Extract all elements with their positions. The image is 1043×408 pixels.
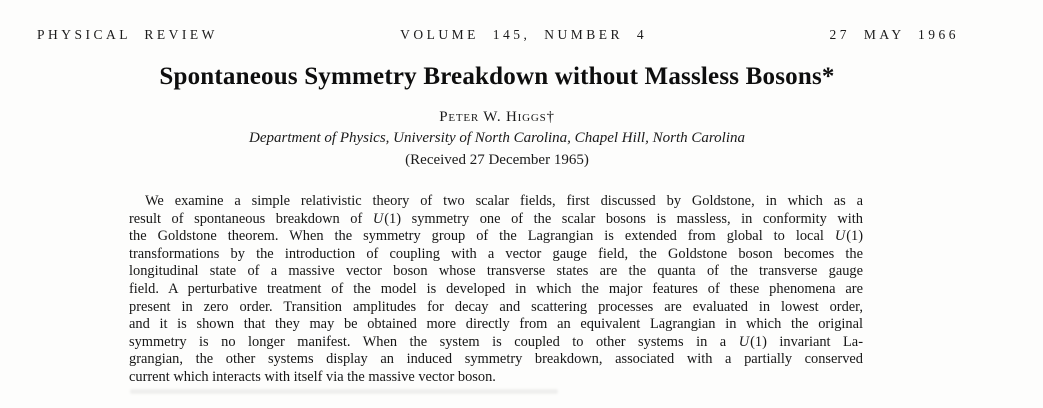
abstract-line: symmetry is no longer manifest. When the system is coupled to other systems in a U(1) invariant La- xyxy=(129,333,863,350)
abstract-line: field. A perturbative treatment of the model is developed in which the major features of these phenomena are xyxy=(129,280,863,297)
scan-smudge xyxy=(130,389,558,394)
author-affiliation: Department of Physics, University of North Carolina, Chapel Hill, North Carolina xyxy=(249,130,745,146)
issue-date: 27 MAY 1966 xyxy=(829,27,959,42)
volume-number: VOLUME 145, NUMBER 4 xyxy=(400,27,648,42)
article-title: Spontaneous Symmetry Breakdown without Massless Bosons* xyxy=(159,63,835,90)
abstract-line: longitudinal state of a massive vector boson whose transverse states are the quanta of the transverse gauge xyxy=(129,263,863,280)
abstract xyxy=(129,193,863,387)
abstract-line: result of spontaneous breakdown of U(1) symmetry one of the scalar bosons is massless, in conformity with xyxy=(129,210,863,227)
author-name: Peter W. Higgs† xyxy=(439,109,555,125)
abstract-line: We examine a simple relativistic theory of two scalar fields, first discussed by Goldstone, in which as a xyxy=(145,193,863,209)
masthead xyxy=(37,27,959,43)
abstract-line: grangian, the other systems display an induced symmetry breakdown, associated with a partially conserved xyxy=(129,351,863,368)
abstract-line: present in zero order. Transition amplitudes for decay and scattering processes are evaluated in lowest order, xyxy=(129,298,863,315)
abstract-line: and it is shown that they may be obtained more directly from an equivalent Lagrangian in which the original xyxy=(129,316,863,333)
abstract-line: transformations by the introduction of coupling with a vector gauge field, the Goldstone boson becomes the xyxy=(129,245,863,262)
journal-name: PHYSICAL REVIEW xyxy=(37,27,218,42)
abstract-line: current which interacts with itself via the massive vector boson. xyxy=(129,368,496,385)
abstract-line: the Goldstone theorem. When the symmetry group of the Lagrangian is extended from global to local U(1) xyxy=(129,228,863,245)
received-date: (Received 27 December 1965) xyxy=(405,151,589,168)
